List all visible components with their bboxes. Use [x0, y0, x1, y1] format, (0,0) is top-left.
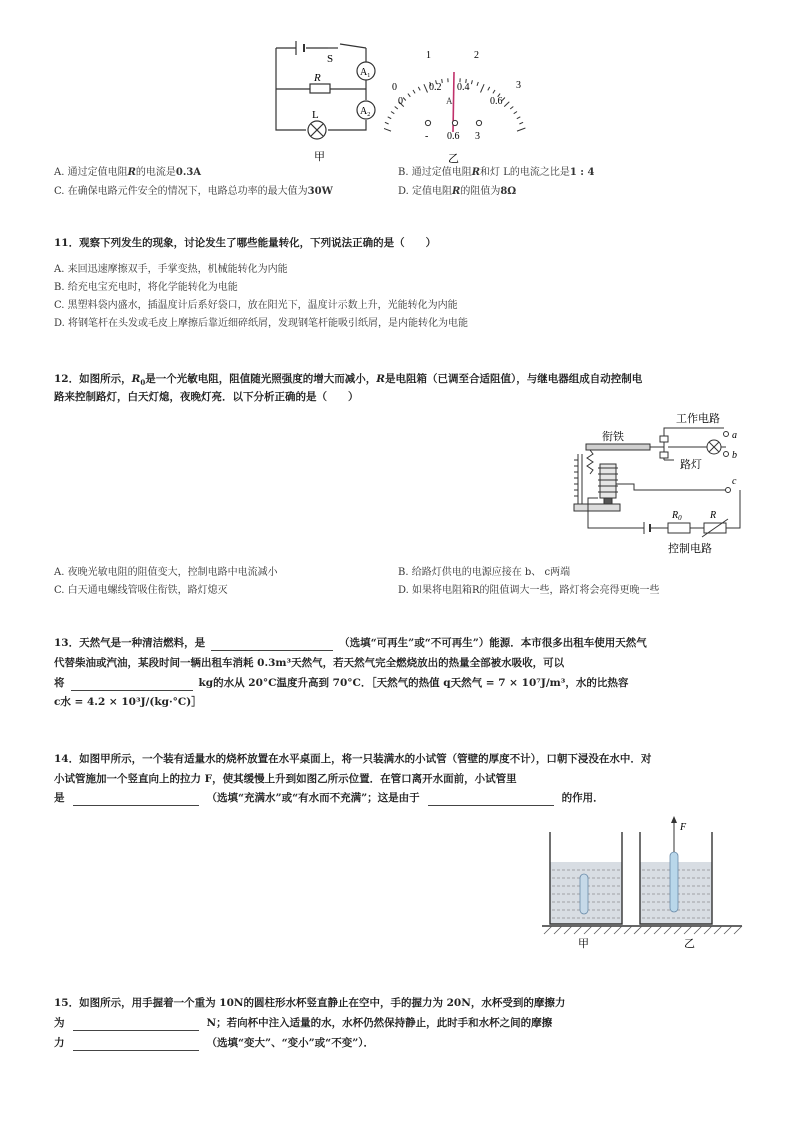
- dial-tick: [388, 117, 392, 119]
- dial-tick: [471, 80, 472, 84]
- q12-option-c: C. 白天通电螺线管吸住衔铁，路灯熄灭: [54, 585, 228, 596]
- q10-option-b: B. 通过定值电阻R和灯 L的电流之比是1 : 4: [398, 167, 595, 178]
- q10-circuit-diagram: [268, 36, 380, 164]
- q10-option-d: D. 定值电阻R的阻值为8Ω: [398, 186, 517, 197]
- q14-blank-2[interactable]: [428, 793, 554, 806]
- figure-label-yi: 乙: [448, 153, 459, 165]
- dial-tick: [384, 128, 391, 131]
- q11-option-d: D. 将钢笔杆在头发或毛皮上摩擦后靠近细碎纸屑，发现钢笔杆能吸引纸屑，是内能转化为电能: [54, 318, 469, 329]
- dial-tick: [418, 87, 420, 91]
- q12-option-a: A. 夜晚光敏电阻的阻值变大，控制电路中电流减小: [54, 567, 278, 578]
- dial-inner-06: 0.6: [490, 96, 503, 107]
- dial-tick: [517, 117, 521, 119]
- q15-blank-2[interactable]: [73, 1038, 199, 1051]
- dial-tick: [442, 79, 443, 83]
- q12-relay-diagram: [564, 410, 754, 558]
- dial-tick: [413, 90, 415, 93]
- dial-tick: [403, 98, 406, 101]
- q14-line2: 小试管施加一个竖直向上的拉力 F，使其缓慢上升到如图乙所示位置．在管口离开水面前，小试管里: [54, 773, 517, 785]
- q14-beaker-diagram: [540, 814, 746, 950]
- q12-stem-line1: 12．如图所示，$R_0$是一个光敏电阻，阻值随光照强度的增大而减小，R是电阻箱（已调至合适阻值），与继电器组成自动控制电: [54, 373, 643, 388]
- q13-line1: 13．天然气是一种清洁燃料，是 （选填“可再生”或“不可再生”）能源．本市很多出租车使用天然气: [54, 637, 647, 649]
- lamp-label: L: [312, 109, 319, 121]
- dial-outer-0: 0: [392, 82, 397, 93]
- ammeter1-label: $A_1$: [360, 67, 371, 79]
- dial-outer-1: 1: [426, 50, 431, 61]
- dial-tick: [477, 82, 478, 86]
- dial-tick: [424, 84, 428, 92]
- street-lamp-label: 路灯: [680, 459, 702, 471]
- dial-tick: [488, 87, 490, 91]
- dial-tick: [517, 128, 525, 131]
- dial-tick: [481, 84, 485, 92]
- dial-tick: [502, 98, 505, 101]
- armature-label: 衔铁: [602, 431, 624, 443]
- terminal-a: a: [732, 430, 737, 441]
- dial-outer-3: 3: [516, 80, 521, 91]
- dial-tick: [408, 94, 410, 97]
- q10-option-c: C. 在确保电路元件安全的情况下，电路总功率的最大值为30W: [54, 186, 333, 197]
- q15-blank-1[interactable]: [73, 1018, 199, 1031]
- figure-label-yi: 乙: [684, 938, 695, 950]
- q11-option-c: C. 黑塑料袋内盛水，插温度计后系好袋口，放在阳光下，温度计示数上升，光能转化为内能: [54, 300, 458, 311]
- work-circuit-label: 工作电路: [676, 413, 720, 425]
- dial-inner-0: 0: [398, 96, 403, 107]
- figure-label-jia: 甲: [314, 151, 325, 163]
- dial-inner-02: 0.2: [429, 82, 442, 93]
- terminal-3: 3: [475, 131, 480, 142]
- dial-outer-2: 2: [474, 50, 479, 61]
- q12-option-b: B. 给路灯供电的电源应接在 b、 c两端: [398, 567, 571, 578]
- terminal-06: 0.6: [447, 131, 460, 142]
- dial-tick: [514, 112, 517, 114]
- figure-label-jia: 甲: [578, 938, 589, 950]
- terminal-b: b: [732, 450, 737, 461]
- q14-blank-1[interactable]: [73, 793, 199, 806]
- dial-tick: [493, 90, 495, 93]
- q14-line3: 是 （选填“充满水”或“有水而不充满”；这是由于 的作用．: [54, 792, 604, 804]
- q15-line3: 力 （选填“变大”、“变小”或“不变”）．: [54, 1037, 374, 1049]
- q11-option-b: B. 给充电宝充电时，将化学能转化为电能: [54, 282, 238, 293]
- switch-label: S: [327, 53, 334, 65]
- q12-stem-line2: 路来控制路灯，白天灯熄，夜晚灯亮．以下分析正确的是（ ）: [54, 391, 359, 403]
- dial-tick: [519, 122, 523, 124]
- q13-line2: 代替柴油或汽油，某段时间一辆出租车消耗 0.3m³天然气，若天然气完全燃烧放出的热量全部被水吸收，可以: [54, 657, 565, 669]
- q14-line1: 14．如图甲所示，一个装有适量水的烧杯放置在水平桌面上，将一只装满水的小试管（管壁的厚度不计），口朝下浸没在水中．对: [54, 753, 652, 765]
- q13-blank-1[interactable]: [211, 638, 333, 651]
- dial-tick: [504, 102, 509, 107]
- q15-line1: 15．如图所示，用手握着一个重为 10N的圆柱形水杯竖直静止在空中，手的握力为 20N，水杯受到的摩擦力: [54, 997, 566, 1009]
- q13-blank-2[interactable]: [71, 678, 193, 691]
- q15-line2: 为 N；若向杯中注入适量的水，水杯仍然保持静止，此时手和水杯之间的摩擦: [54, 1017, 553, 1029]
- dial-inner-04: 0.4: [457, 82, 470, 93]
- terminal-neg: -: [425, 131, 429, 142]
- r-label: R: [710, 510, 717, 521]
- q11-stem: 11．观察下列发生的现象，讨论发生了哪些能量转化，下列说法正确的是（ ）: [54, 237, 437, 249]
- resistor-label: R: [314, 72, 321, 84]
- r0-label: $R_0$: [672, 510, 682, 522]
- q12-option-d: D. 如果将电阻箱R的阻值调大一些，路灯将会亮得更晚一些: [398, 585, 660, 596]
- force-label: F: [680, 822, 687, 833]
- q11-option-a: A. 来回迅速摩擦双手，手掌变热，机械能转化为内能: [54, 264, 288, 275]
- control-circuit-label: 控制电路: [668, 543, 712, 555]
- q13-line3: 将 kg的水从 20°C温度升高到 70°C．［天然气的热值 q天然气 = 7 × 10⁷J/m³，水的比热容: [54, 677, 629, 689]
- dial-tick: [391, 112, 394, 114]
- q13-line4: c水 = 4.2 × 10³J/(kg·°C)］: [54, 696, 202, 708]
- dial-tick: [385, 122, 389, 124]
- dial-tick: [510, 107, 513, 110]
- q10-ammeter-dial: [384, 44, 534, 166]
- dial-unit: A: [446, 96, 453, 106]
- q10-option-a: A. 通过定值电阻R的电流是0.3A: [54, 167, 202, 178]
- terminal-c: c: [732, 476, 737, 487]
- ammeter2-label: $A_2$: [360, 106, 371, 118]
